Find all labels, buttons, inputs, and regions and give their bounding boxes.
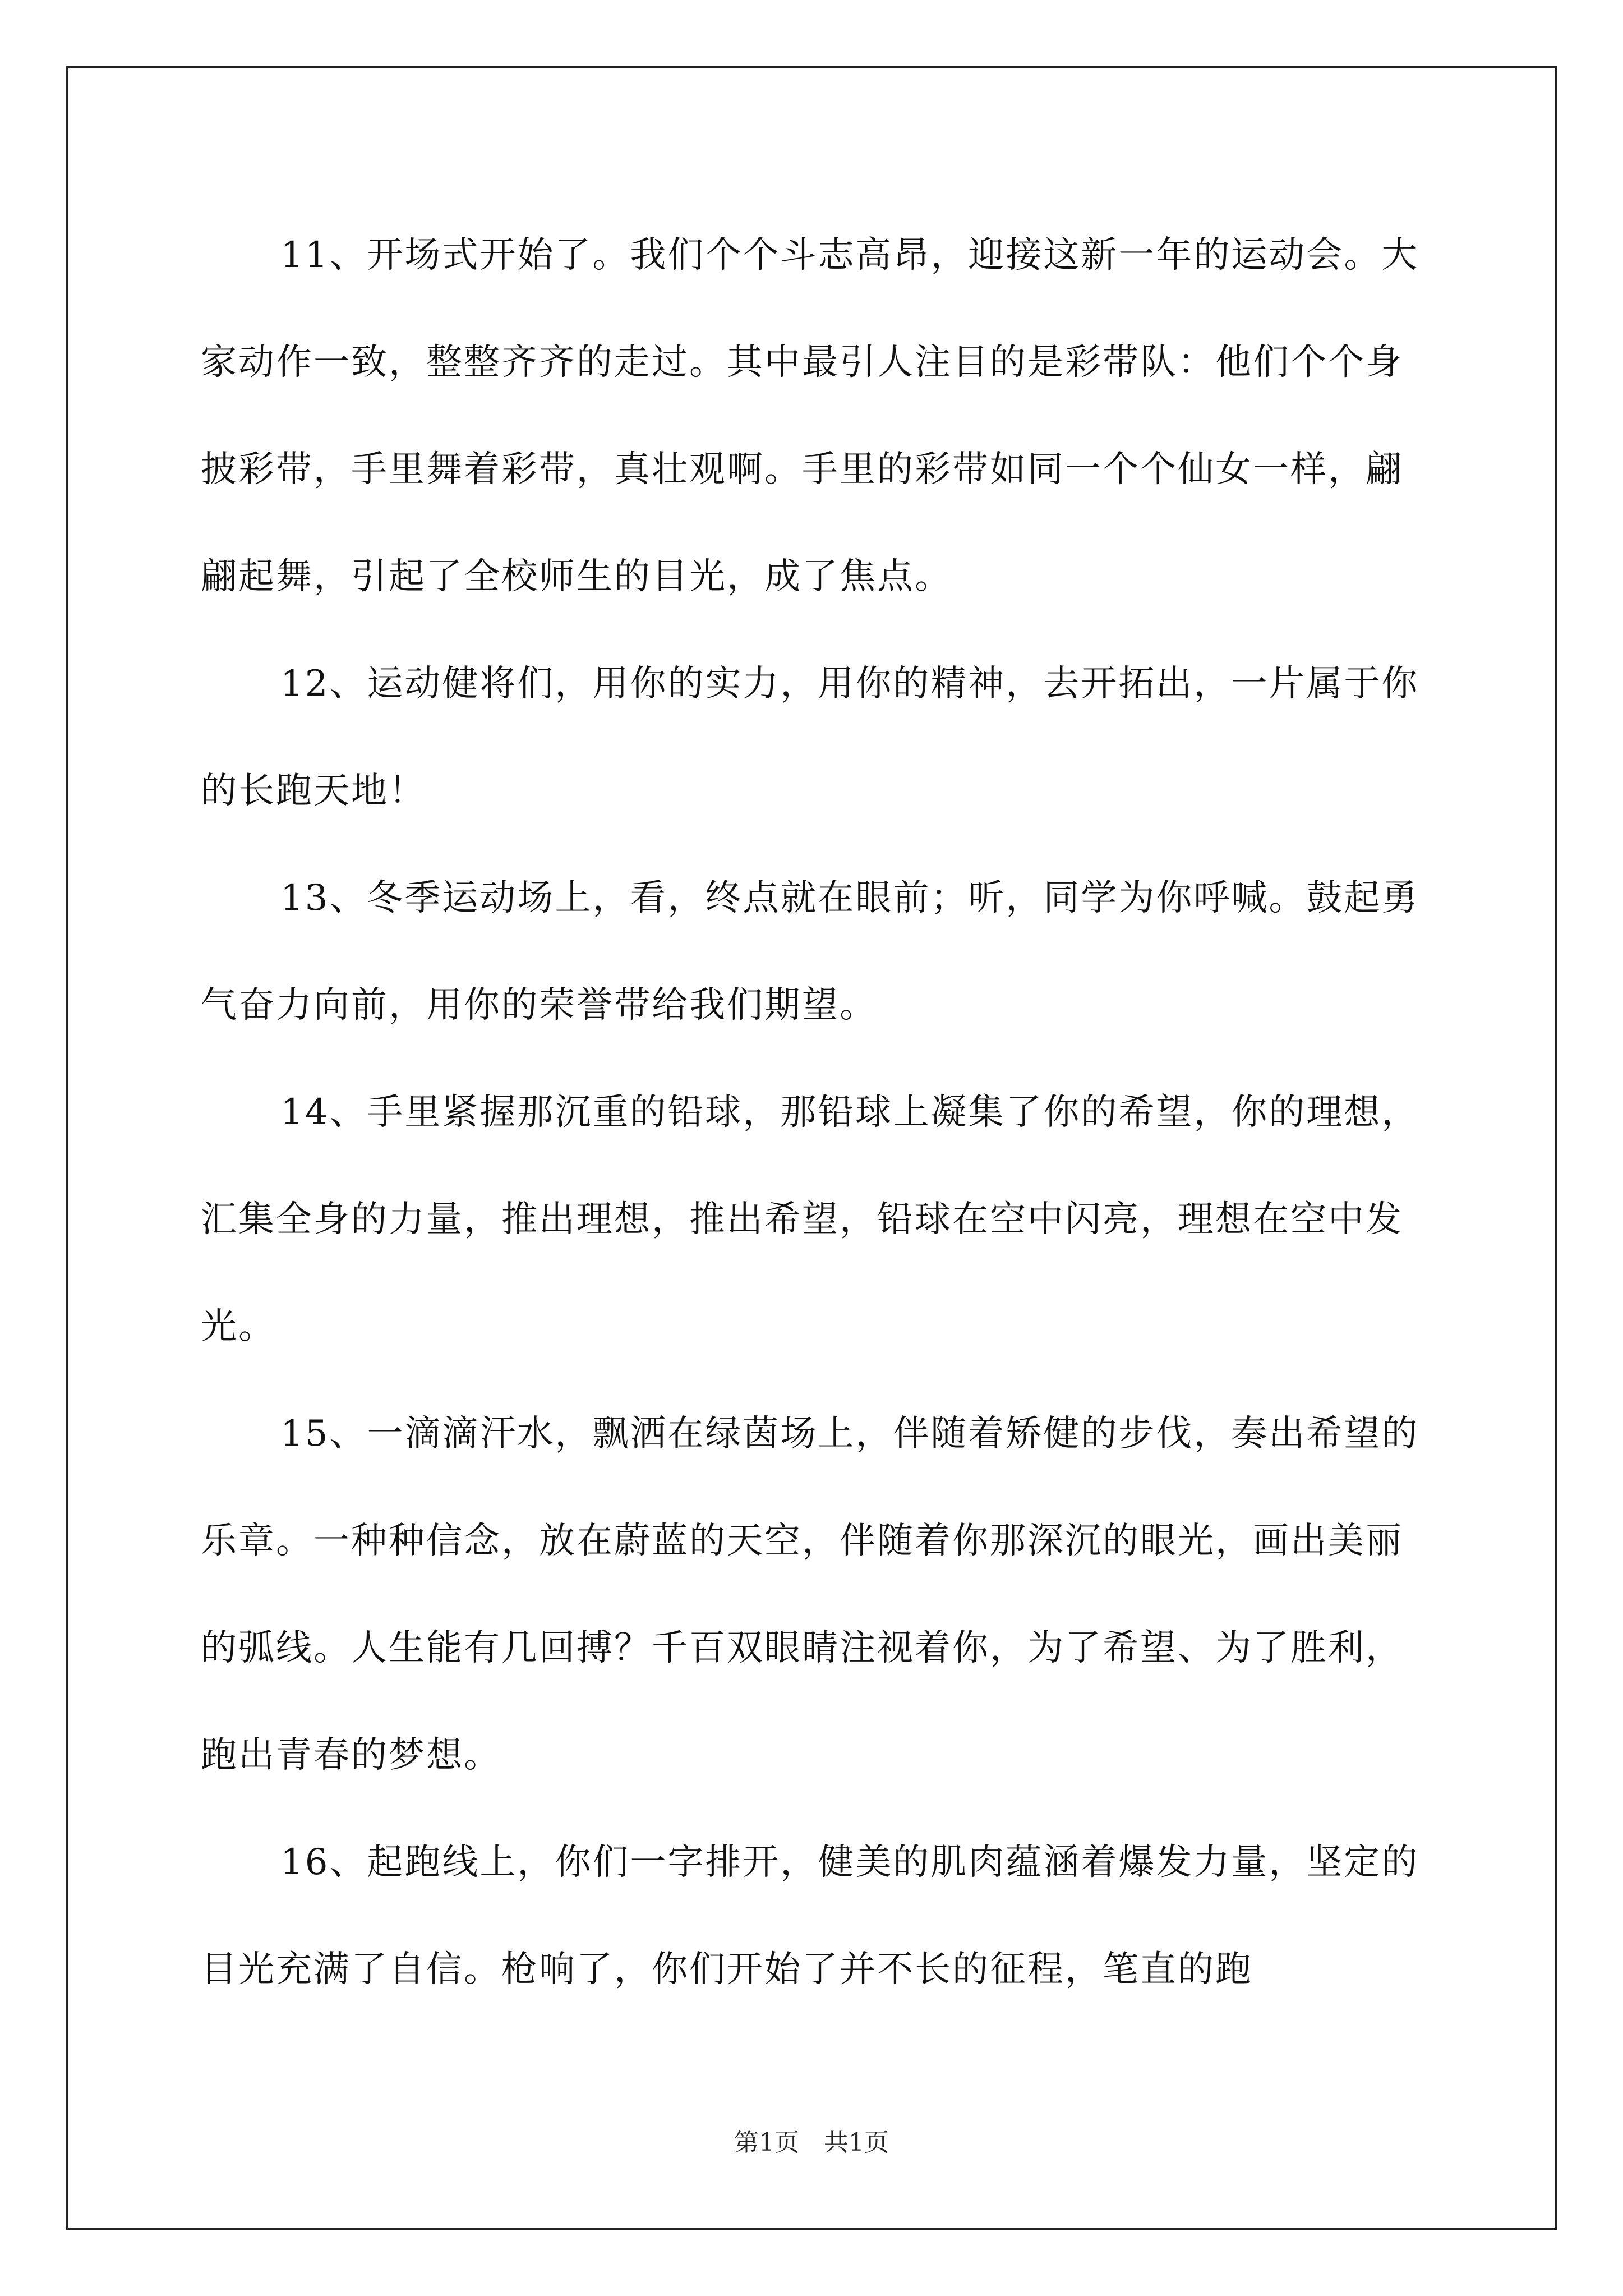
paragraph-14: 14、手里紧握那沉重的铅球，那铅球上凝集了你的希望，你的理想，汇集全身的力量，推出理想，推出希望，铅球在空中闪亮，理想在空中发光。	[201, 1092, 1419, 1347]
paragraph-13: 13、冬季运动场上，看，终点就在眼前；听，同学为你呼喊。鼓起勇气奋力向前，用你的荣誉带给我们期望。	[201, 877, 1419, 1026]
document-body	[201, 202, 1435, 2023]
paragraph-16: 16、起跑线上，你们一字排开，健美的肌肉蕴涵着爆发力量，坚定的目光充满了自信。枪响了，你们开始了并不长的征程，笔直的跑	[201, 1842, 1419, 1990]
paragraph-15: 15、一滴滴汗水，飘洒在绿茵场上，伴随着矫健的步伐，奏出希望的乐章。一种种信念，放在蔚蓝的天空，伴随着你那深沉的眼光，画出美丽的弧线。人生能有几回搏？千百双眼睛注视着你，为了希望、为了胜利，跑出青春的梦想。	[201, 1413, 1419, 1776]
paragraph-12: 12、运动健将们，用你的实力，用你的精神，去开拓出，一片属于你的长跑天地！	[201, 663, 1419, 812]
page-number-footer: 第1页 共1页	[734, 2128, 889, 2157]
paragraph-11: 11、开场式开始了。我们个个斗志高昂，迎接这新一年的运动会。大家动作一致，整整齐齐的走过。其中最引人注目的是彩带队：他们个个身披彩带，手里舞着彩带，真壮观啊。手里的彩带如同一个个仙女一样，翩翩起舞，引起了全校师生的目光，成了焦点。	[201, 234, 1419, 597]
